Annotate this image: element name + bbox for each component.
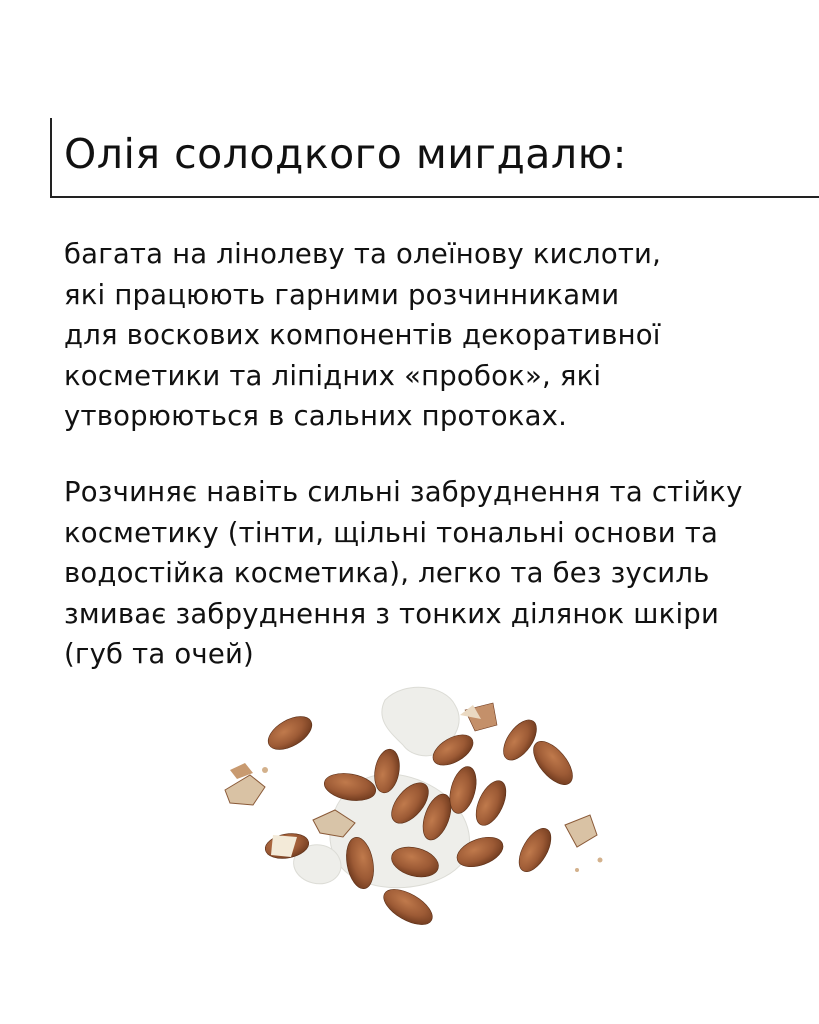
text-line: для воскових компонентів декоративної	[64, 319, 661, 351]
almonds-illustration	[205, 675, 615, 940]
text-line: (губ та очей)	[64, 638, 254, 670]
page-title: Олія солодкого мигдалю:	[64, 130, 627, 178]
heading-frame	[50, 118, 819, 198]
text-line: змиває забруднення з тонких ділянок шкіри	[64, 597, 720, 630]
text-line: які працюють гарними розчинниками	[64, 278, 620, 311]
text-line: косметики та ліпідних «пробок», які	[64, 359, 602, 392]
paragraph-properties	[64, 234, 661, 437]
text-line: водостійка косметика), легко та без зусиль	[64, 557, 710, 589]
text-line: косметику (тінти, щільні тональні основи та	[64, 516, 719, 549]
text-line: Розчиняє навіть сильні забруднення та стійку	[64, 476, 743, 508]
paragraph-effect	[64, 472, 743, 675]
text-line: багата на лінолеву та олеїнову кислоти,	[64, 238, 662, 270]
text-line: утворюються в сальних протоках.	[64, 400, 568, 432]
